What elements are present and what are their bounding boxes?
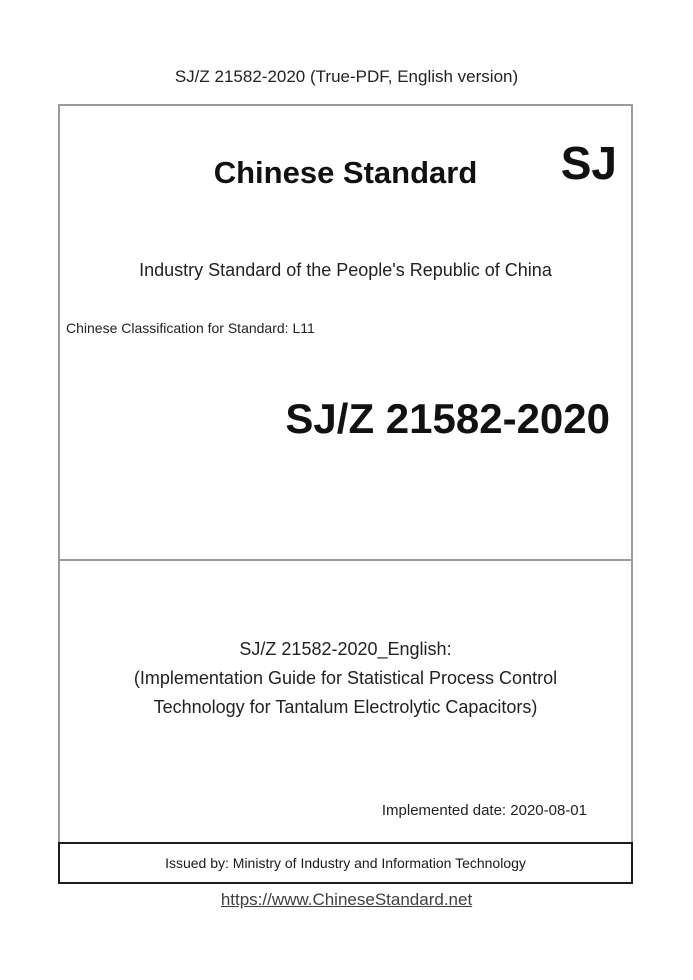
issuer-text: Issued by: Ministry of Industry and Information Technology xyxy=(165,855,526,871)
document-title xyxy=(60,635,631,722)
sj-logo: SJ xyxy=(560,137,617,189)
chinesestandard-link[interactable]: https://www.ChineseStandard.net xyxy=(220,890,473,909)
standard-number: SJ/Z 21582-2020 xyxy=(285,395,610,442)
document-title-line-3: Technology for Tantalum Electrolytic Capacitors) xyxy=(153,697,538,717)
implemented-date: Implemented date: 2020-08-01 xyxy=(381,802,587,819)
issuer-box xyxy=(58,842,633,884)
title-box xyxy=(58,559,633,844)
document-title-line-1: SJ/Z 21582-2020_English: xyxy=(239,639,452,659)
footer xyxy=(0,890,693,910)
document-title-line-2: (Implementation Guide for Statistical Process Control xyxy=(133,668,558,688)
page-header-title: SJ/Z 21582-2020 (True-PDF, English version) xyxy=(174,67,519,86)
cover-main-box xyxy=(58,104,633,561)
standard-subtitle: Industry Standard of the People's Republic of China xyxy=(139,260,552,280)
brand-title: Chinese Standard xyxy=(213,155,478,190)
classification-label: Chinese Classification for Standard: L11 xyxy=(66,320,315,336)
